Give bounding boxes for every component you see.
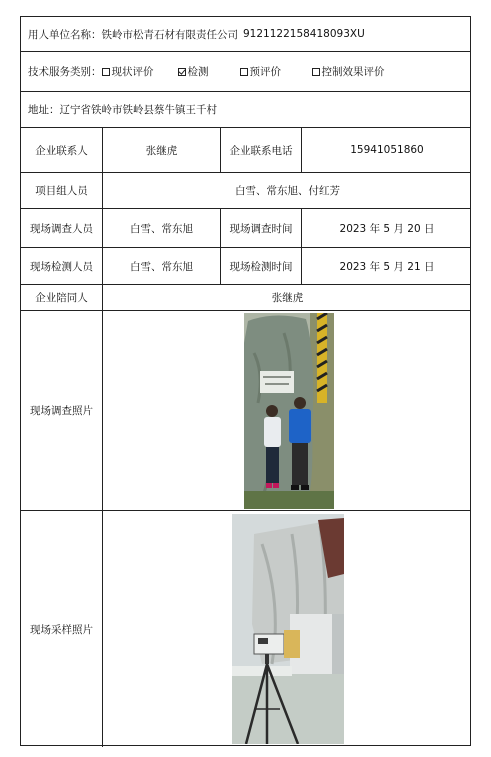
sampling-photo-row (21, 511, 470, 747)
address-label: 地址： (28, 104, 60, 116)
service-option-pre-evaluation[interactable]: 预评价 (240, 64, 312, 79)
service-option-status[interactable]: 现状评价 (102, 64, 178, 79)
org-row (21, 17, 470, 52)
testing-people-label: 现场检测人员 (30, 260, 93, 273)
survey-people-label: 现场调查人员 (30, 222, 93, 235)
contact-row (21, 128, 470, 173)
survey-row (21, 209, 470, 248)
contact-name: 张继虎 (102, 128, 220, 172)
testing-row (21, 248, 470, 285)
team-label: 项目组人员 (35, 185, 88, 197)
service-option-control-effect[interactable]: 控制效果评价 (312, 64, 385, 79)
testing-people: 白雪、常东旭 (102, 248, 220, 284)
service-label: 技术服务类别： (28, 66, 102, 78)
survey-time-label: 现场调查时间 (220, 209, 301, 247)
phone-label: 企业联系电话 (220, 128, 301, 172)
testing-time: 2023 年 5 月 21 日 (301, 248, 472, 284)
contact-label: 企业联系人 (35, 144, 88, 157)
escort-label: 企业陪同人 (35, 292, 88, 304)
survey-photo-label: 现场调查照片 (30, 405, 93, 417)
escort-value: 张继虎 (102, 285, 472, 310)
checkbox-icon[interactable] (312, 68, 320, 76)
service-row (21, 52, 470, 92)
team-row (21, 173, 470, 209)
testing-time-label: 现场检测时间 (220, 248, 301, 284)
checkbox-checked-icon[interactable] (178, 68, 186, 76)
survey-photo (244, 313, 334, 509)
org-credit-code: 9121122158418093XU (243, 28, 365, 40)
site-survey-form (20, 16, 471, 746)
org-name: 铁岭市松青石材有限责任公司 (101, 28, 238, 41)
survey-time: 2023 年 5 月 20 日 (301, 209, 472, 247)
team-value: 白雪、常东旭、付红芳 (102, 173, 472, 208)
checkbox-icon[interactable] (240, 68, 248, 76)
address-row (21, 92, 470, 128)
sampling-photo (232, 514, 344, 744)
checkbox-icon[interactable] (102, 68, 110, 76)
phone-value: 15941051860 (301, 128, 472, 172)
address-value: 辽宁省铁岭市铁岭县蔡牛镇王千村 (59, 104, 217, 116)
survey-people: 白雪、常东旭 (102, 209, 220, 247)
escort-row (21, 285, 470, 311)
service-option-testing[interactable]: 检测 (178, 64, 240, 79)
org-label: 用人单位名称： (28, 28, 102, 41)
survey-photo-row (21, 311, 470, 511)
sampling-photo-label: 现场采样照片 (30, 623, 93, 636)
